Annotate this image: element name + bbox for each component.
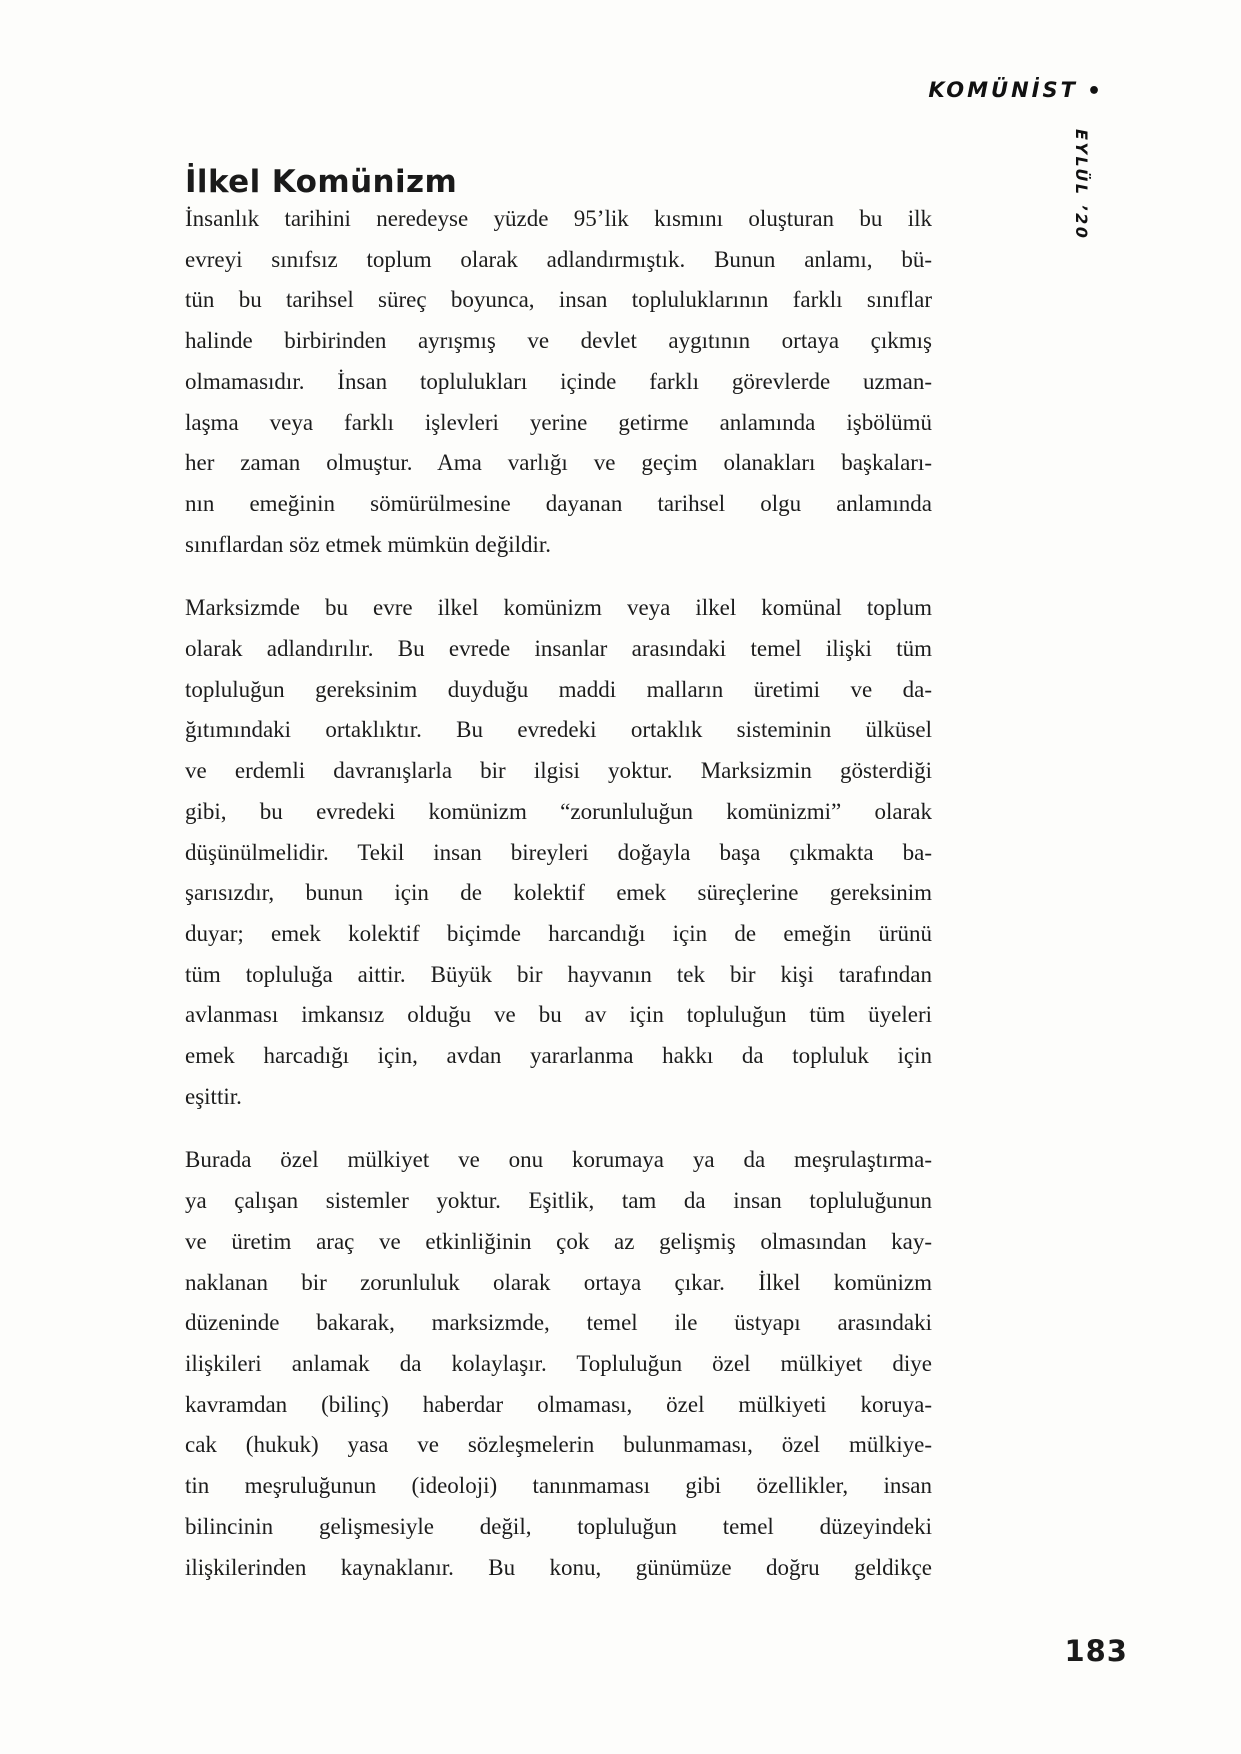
text-line: ilişkileri anlamak da kolaylaşır. Topluluğun özel mülkiyet diye <box>185 1350 932 1376</box>
text-line: emek harcadığı için, avdan yararlanma hakkı da topluluk için <box>185 1043 932 1069</box>
text-line: sınıflardan söz etmek mümkün değildir. <box>185 531 552 557</box>
text-line: laşma veya farklı işlevleri yerine getirme anlamında işbölümü <box>185 409 932 435</box>
text-line: Marksizmde bu evre ilkel komünizm veya ilkel komünal toplum <box>185 595 932 621</box>
text-line: ve erdemli davranışlarla bir ilgisi yoktur. Marksizmin gösterdiği <box>185 758 932 784</box>
text-line: ğıtımındaki ortaklıktır. Bu evredeki ortaklık sisteminin ülküsel <box>185 717 932 743</box>
text-line: tin meşruluğunun (ideoloji) tanınmaması gibi özellikler, insan <box>185 1473 932 1499</box>
paragraph <box>185 199 932 565</box>
text-line: eşittir. <box>185 1083 242 1109</box>
text-line: şarısızdır, bunun için de kolektif emek süreçlerine gereksinim <box>185 880 932 906</box>
text-line: topluluğun gereksinim duyduğu maddi malların üretimi ve da- <box>185 676 932 702</box>
text-line: evreyi sınıfsız toplum olarak adlandırmıştık. Bunun anlamı, bü- <box>185 246 932 272</box>
text-line: kavramdan (bilinç) haberdar olmaması, özel mülkiyeti koruya- <box>185 1391 932 1417</box>
header-bullet-icon: • <box>1086 79 1101 104</box>
text-line: ve üretim araç ve etkinliğinin çok az gelişmiş olmasından kay- <box>185 1228 932 1254</box>
running-head <box>928 78 1101 103</box>
text-line: bilincinin gelişmesiyle değil, topluluğun temel düzeyindeki <box>185 1513 932 1539</box>
text-line: her zaman olmuştur. Ama varlığı ve geçim olanakları başkaları- <box>185 450 932 476</box>
paragraph <box>185 588 932 1117</box>
text-line: ya çalışan sistemler yoktur. Eşitlik, tam da insan topluluğunun <box>185 1188 932 1214</box>
text-line: naklanan bir zorunluluk olarak ortaya çıkar. İlkel komünizm <box>185 1269 932 1295</box>
body-text <box>185 199 932 1611</box>
text-line: İnsanlık tarihini neredeyse yüzde 95’lik kısmını oluşturan bu ilk <box>185 206 932 231</box>
text-line: olmamasıdır. İnsan toplulukları içinde farklı görevlerde uzman- <box>185 368 932 394</box>
text-line: tüm topluluğa aittir. Büyük bir hayvanın tek bir kişi tarafından <box>185 961 932 987</box>
text-line: avlanması imkansız olduğu ve bu av için topluluğun tüm üyeleri <box>185 1002 932 1028</box>
text-line: gibi, bu evredeki komünizm “zorunluluğun komünizmi” olarak <box>185 798 932 824</box>
text-line: ilişkilerinden kaynaklanır. Bu konu, günümüze doğru geldikçe <box>185 1554 932 1580</box>
issue-label-vertical: EYLÜL ’20 <box>1072 129 1091 241</box>
text-line: olarak adlandırılır. Bu evrede insanlar arasındaki temel ilişki tüm <box>185 636 932 662</box>
text-line: halinde birbirinden ayrışmış ve devlet aygıtının ortaya çıkmış <box>185 328 932 354</box>
paragraph <box>185 1140 932 1588</box>
text-line: tün bu tarihsel süreç boyunca, insan topluluklarının farklı sınıflar <box>185 287 932 313</box>
text-line: nın emeğinin sömürülmesine dayanan tarihsel olgu anlamında <box>185 490 932 516</box>
text-line: Burada özel mülkiyet ve onu korumaya ya da meşrulaştırma- <box>185 1147 932 1173</box>
text-line: duyar; emek kolektif biçimde harcandığı için de emeğin ürünü <box>185 920 932 946</box>
section-title: İlkel Komünizm <box>185 163 458 200</box>
text-line: düzeninde bakarak, marksizmde, temel ile üstyapı arasındaki <box>185 1310 932 1336</box>
text-line: cak (hukuk) yasa ve sözleşmelerin bulunmaması, özel mülkiye- <box>185 1432 932 1458</box>
journal-name: KOMÜNİST <box>928 78 1078 102</box>
page-number: 183 <box>1064 1634 1128 1668</box>
text-line: düşünülmelidir. Tekil insan bireyleri doğayla başa çıkmakta ba- <box>185 839 932 865</box>
